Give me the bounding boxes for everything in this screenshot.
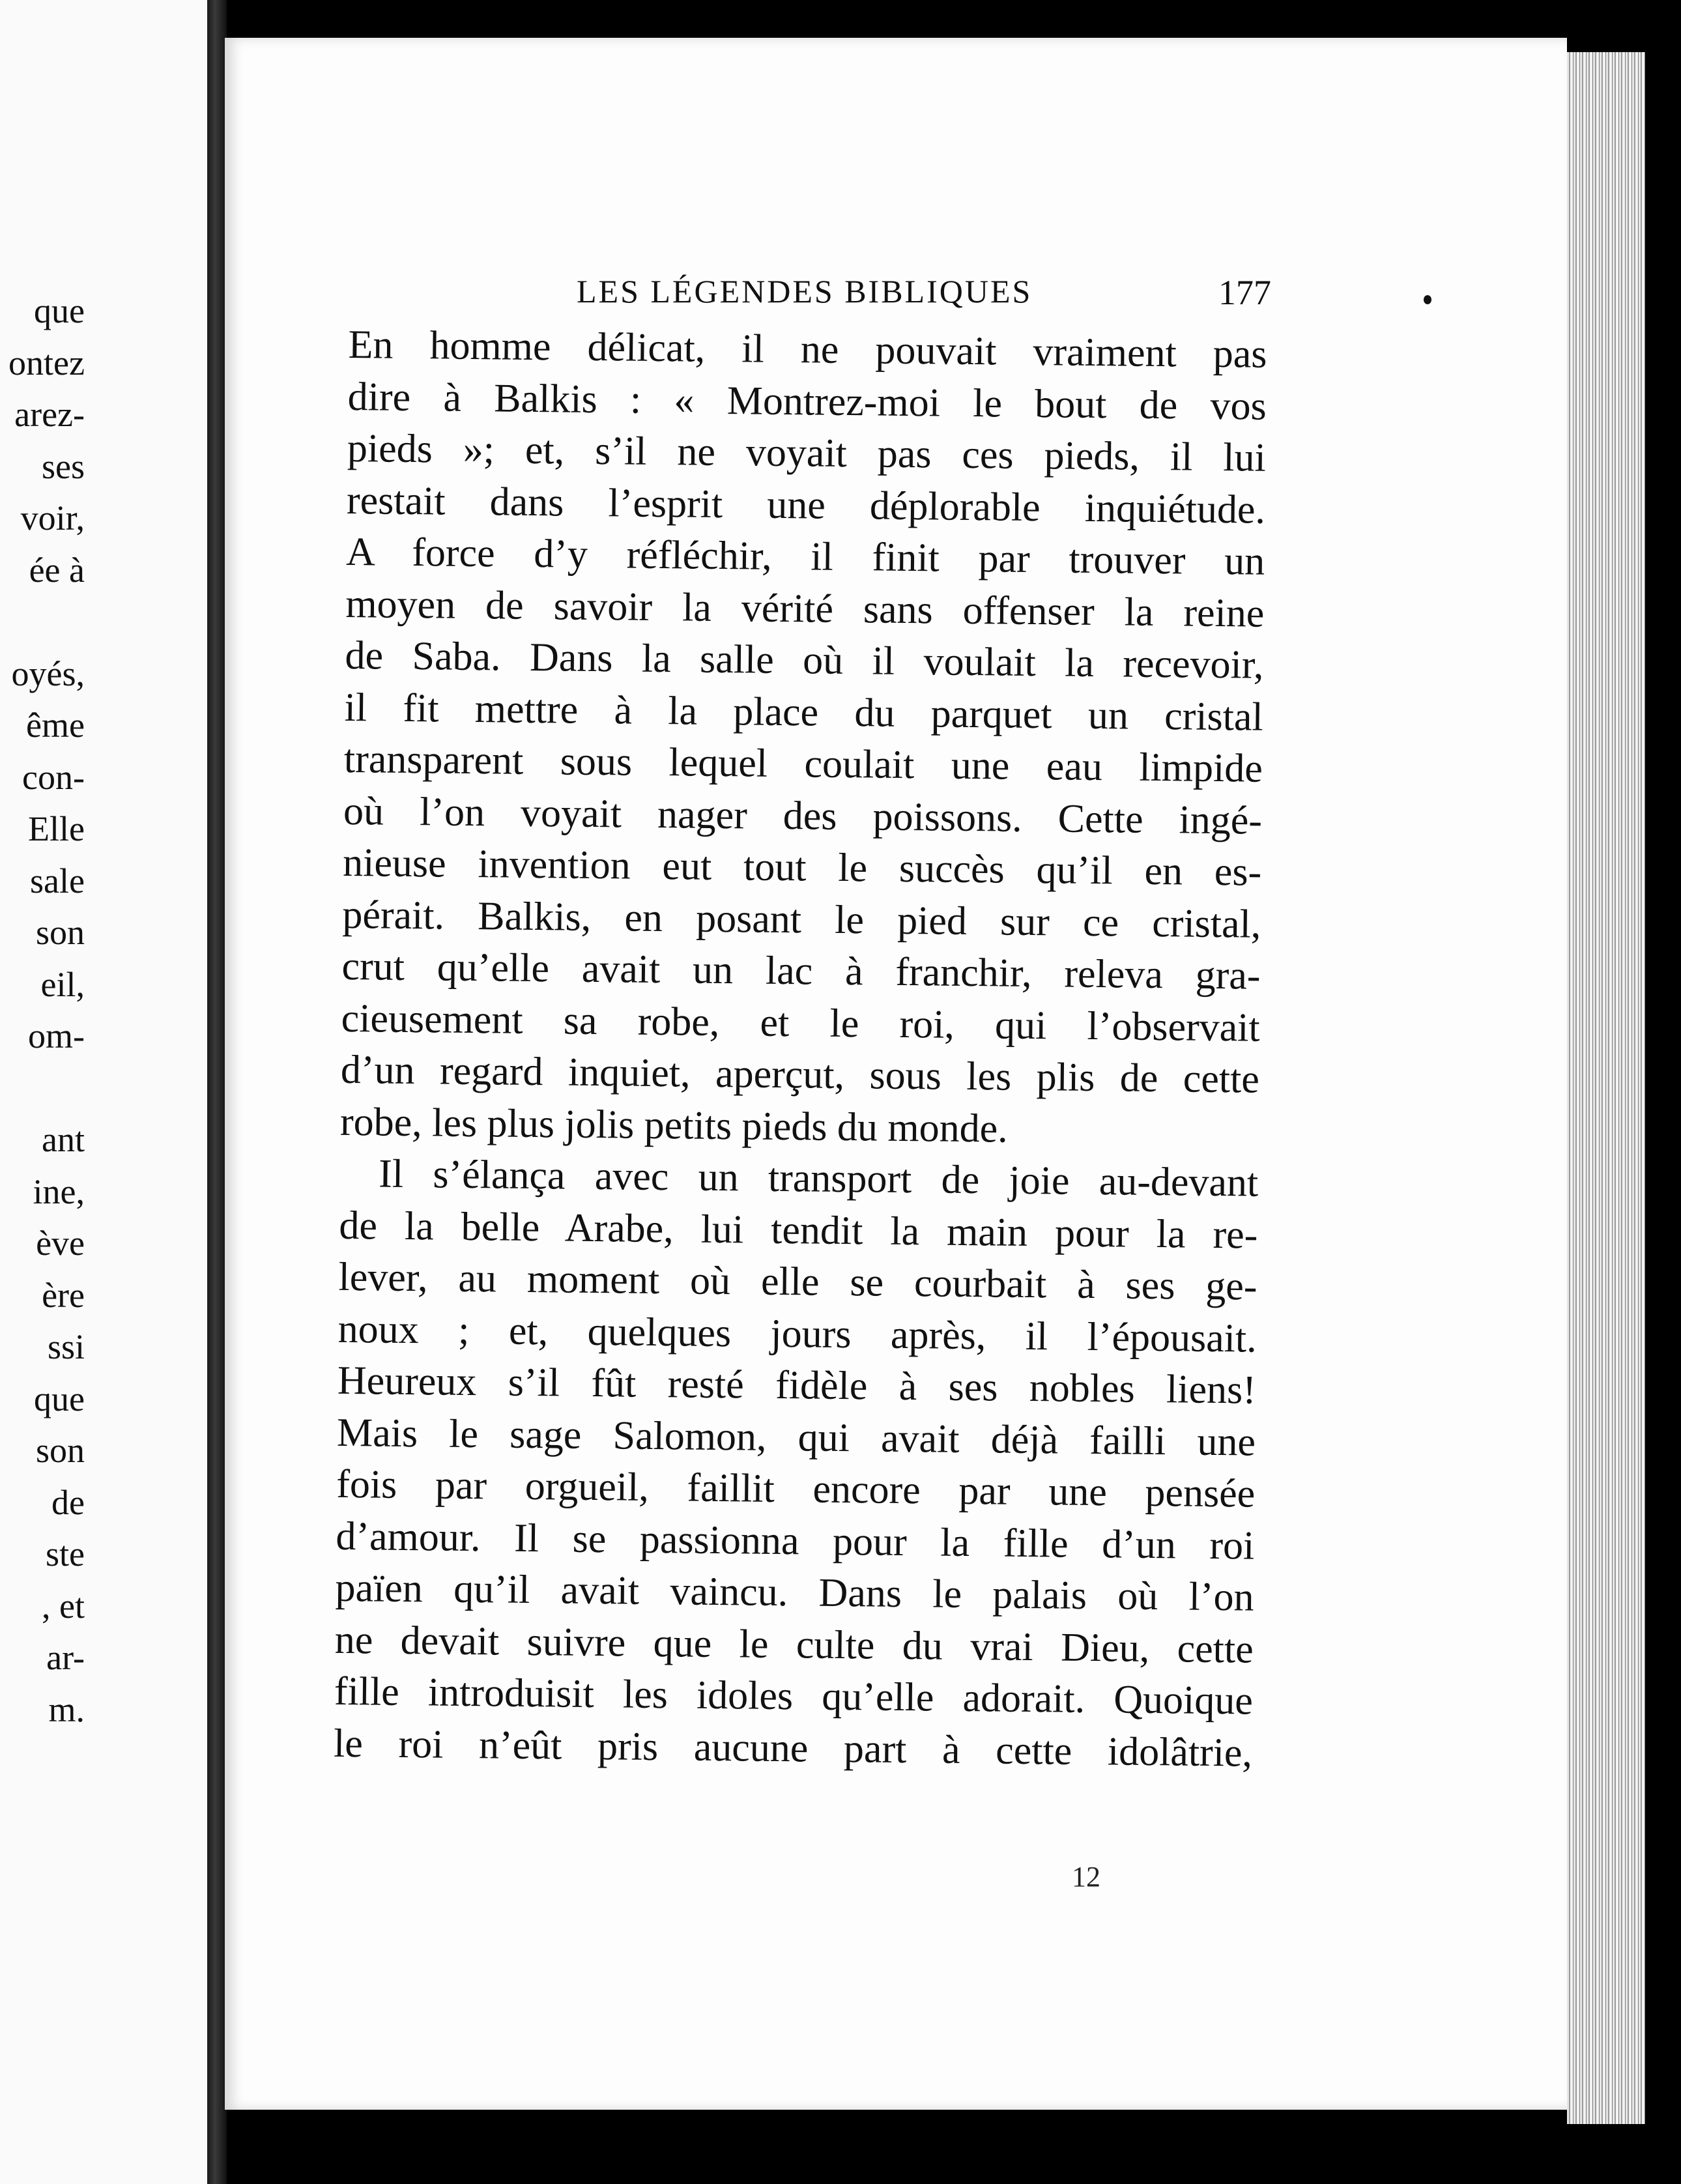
left-page xyxy=(0,0,207,2184)
text-line: d’un regard inquiet, aperçut, sous les plis de cette xyxy=(340,1047,1260,1102)
left-line: de xyxy=(51,1482,85,1522)
left-line: ste xyxy=(46,1534,85,1573)
left-line: om- xyxy=(28,1016,85,1056)
text-line: ne devait suivre que le culte du vrai Dieu, cette xyxy=(334,1617,1254,1672)
left-line: ant xyxy=(42,1120,85,1159)
left-line: que xyxy=(34,1379,85,1418)
left-line: sale xyxy=(30,861,85,900)
left-page-text-fragments xyxy=(0,285,85,1736)
left-line: son xyxy=(35,913,85,952)
left-line: ontez xyxy=(8,343,85,382)
text-line: Mais le sage Salomon, qui avait déjà failli une xyxy=(336,1410,1256,1465)
text-line: fille introduisit les idoles qu’elle adorait. Quoique xyxy=(334,1669,1254,1723)
text-line: Heureux s’il fût resté fidèle à ses nobles liens! xyxy=(337,1358,1257,1413)
text-line: pérait. Balkis, en posant le pied sur ce cristal, xyxy=(342,892,1261,947)
left-line-gap xyxy=(0,1063,85,1115)
left-line: Elle xyxy=(28,809,85,848)
left-line: ève xyxy=(36,1224,85,1263)
text-line: Il s’élança avec un transport de joie au-devant xyxy=(378,1151,1259,1205)
text-line: cieusement sa robe, et le roi, qui l’observait xyxy=(341,996,1261,1050)
left-line: que xyxy=(34,291,85,330)
left-line: ère xyxy=(42,1275,85,1315)
body-text xyxy=(334,319,1267,1779)
text-line: crut qu’elle avait un lac à franchir, releva gra- xyxy=(341,943,1261,998)
left-line: con- xyxy=(22,757,85,797)
text-line: A force d’y réfléchir, il finit par trouver un xyxy=(345,529,1265,584)
text-line: noux ; et, quelques jours après, il l’épousait. xyxy=(338,1306,1257,1361)
text-line: païen qu’il avait vaincu. Dans le palais où l’on xyxy=(335,1565,1254,1620)
text-line: il fit mettre à la place du parquet un cristal xyxy=(344,685,1264,740)
text-line: dire à Balkis : « Montrez-moi le bout de vos xyxy=(347,374,1267,429)
left-line: ar- xyxy=(46,1638,85,1677)
text-line: fois par orgueil, faillit encore par une pensée xyxy=(336,1461,1256,1516)
left-line-gap xyxy=(0,596,85,648)
left-line: son xyxy=(35,1431,85,1470)
left-line: voir, xyxy=(20,498,85,538)
text-line: nieuse invention eut tout le succès qu’il en es- xyxy=(342,840,1262,895)
text-line: En homme délicat, il ne pouvait vraiment pas xyxy=(348,322,1267,377)
text-line: lever, au moment où elle se courbait à ses ge- xyxy=(338,1254,1257,1309)
signature-mark: 12 xyxy=(1072,1861,1100,1893)
left-line: ssi xyxy=(47,1327,85,1366)
page-edges xyxy=(1567,52,1645,2124)
left-line: , et xyxy=(42,1586,85,1626)
text-line: le roi n’eût pris aucune part à cette idolâtrie, xyxy=(333,1721,1253,1775)
running-title: LES LÉGENDES BIBLIQUES xyxy=(577,273,1033,309)
left-line: arez- xyxy=(14,395,85,434)
text-line: moyen de savoir la vérité sans offenser la reine xyxy=(345,581,1265,636)
left-line: oyés, xyxy=(11,654,85,693)
left-line: eil, xyxy=(40,964,85,1004)
book-gutter xyxy=(207,0,227,2184)
text-line: d’amour. Il se passionna pour la fille d’un roi xyxy=(336,1514,1255,1568)
left-line: ine, xyxy=(33,1171,85,1211)
text-line: de Saba. Dans la salle où il voulait la recevoir, xyxy=(345,633,1264,687)
text-line: restait dans l’esprit une déplorable inquiétude. xyxy=(346,478,1266,532)
text-line: transparent sous lequel coulait une eau limpide xyxy=(343,736,1263,791)
left-line: ée à xyxy=(29,550,85,590)
left-line: ême xyxy=(26,706,85,745)
text-line: où l’on voyait nager des poissons. Cette ingé- xyxy=(343,788,1263,843)
margin-dot xyxy=(1424,295,1431,304)
page-number: 177 xyxy=(1218,273,1271,312)
left-line: ses xyxy=(42,446,85,486)
text-line: robe, les plus jolis petits pieds du monde. xyxy=(339,1099,1009,1151)
text-line: de la belle Arabe, lui tendit la main pour la re- xyxy=(339,1203,1258,1257)
left-line: m. xyxy=(48,1689,85,1729)
text-line: pieds »; et, s’il ne voyait pas ces pieds, il lui xyxy=(347,425,1267,480)
